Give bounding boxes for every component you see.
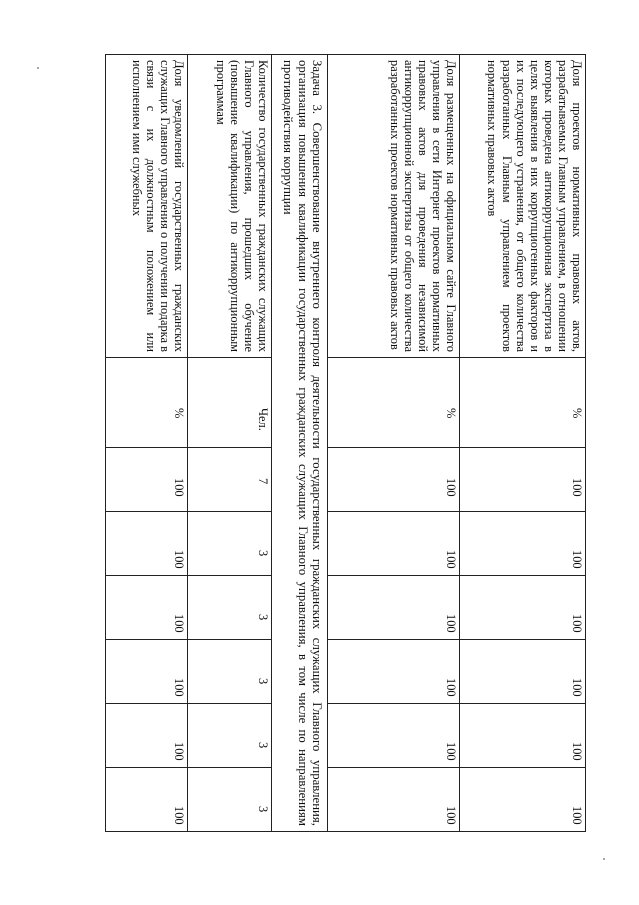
value-cell: 3 [188, 704, 272, 768]
indicator-cell: Количество государственных гражданских служащих Главного управления, прошедших обучение (повышение квалификации) по антикоррупционным программам [188, 55, 272, 358]
value-cell: 100 [106, 448, 188, 512]
rotated-page [106, 54, 586, 831]
value-cell: 100 [328, 448, 460, 512]
value-cell: 100 [328, 640, 460, 704]
value-cell: 3 [188, 576, 272, 640]
value-cell: 3 [188, 640, 272, 704]
scan-speck [37, 67, 39, 69]
value-cell: 100 [460, 576, 586, 640]
scan-speck [603, 858, 605, 860]
value-cell: 100 [460, 448, 586, 512]
table-row [188, 55, 272, 832]
unit-cell: % [328, 358, 460, 448]
value-cell: 100 [460, 768, 586, 832]
indicators-table [105, 54, 586, 832]
value-cell: 100 [328, 768, 460, 832]
unit-cell: % [106, 358, 188, 448]
value-cell: 100 [460, 640, 586, 704]
value-cell: 100 [328, 512, 460, 576]
table-row [328, 55, 460, 832]
value-cell: 100 [106, 704, 188, 768]
value-cell: 3 [188, 768, 272, 832]
task-3-heading: Задача 3. Совершенствование внутреннего контроля деятельности государственных гражданских служащих Главного управления, организация повышения квалификации государственных гражданских служащих Главного управления, в том числе по направлениям противодействия коррупции [272, 55, 328, 832]
task-row [272, 55, 328, 832]
indicator-cell: Доля размещенных на официальном сайте Главного управления в сети Интернет проектов нормативных правовых актов для проведения независимой антикоррупционной экспертизы от общего количества разработанных проектов нормативных правовых актов [328, 55, 460, 358]
indicator-cell: Доля проектов нормативных правовых актов, разрабатываемых Главным управлением, в отношении которых проведена антикоррупционная экспертиза в целях выявления в них коррупциогенных факторов и их последующего устранения, от общего количества разработанных Главным управлением проектов нормативных правовых актов [460, 55, 586, 358]
value-cell: 100 [106, 768, 188, 832]
table-row [106, 55, 188, 832]
table-row [460, 55, 586, 832]
unit-cell: Чел. [188, 358, 272, 448]
value-cell: 100 [328, 576, 460, 640]
value-cell: 100 [460, 512, 586, 576]
unit-cell: % [460, 358, 586, 448]
value-cell: 3 [188, 512, 272, 576]
value-cell: 100 [106, 576, 188, 640]
value-cell: 100 [328, 704, 460, 768]
value-cell: 100 [460, 704, 586, 768]
value-cell: 7 [188, 448, 272, 512]
value-cell: 100 [106, 640, 188, 704]
value-cell: 100 [106, 512, 188, 576]
indicator-cell: Доля уведомлений государственных гражданских служащих Главного управления о получении подарка в связи с их должностным положением или исполнением ими служебных [106, 55, 188, 358]
